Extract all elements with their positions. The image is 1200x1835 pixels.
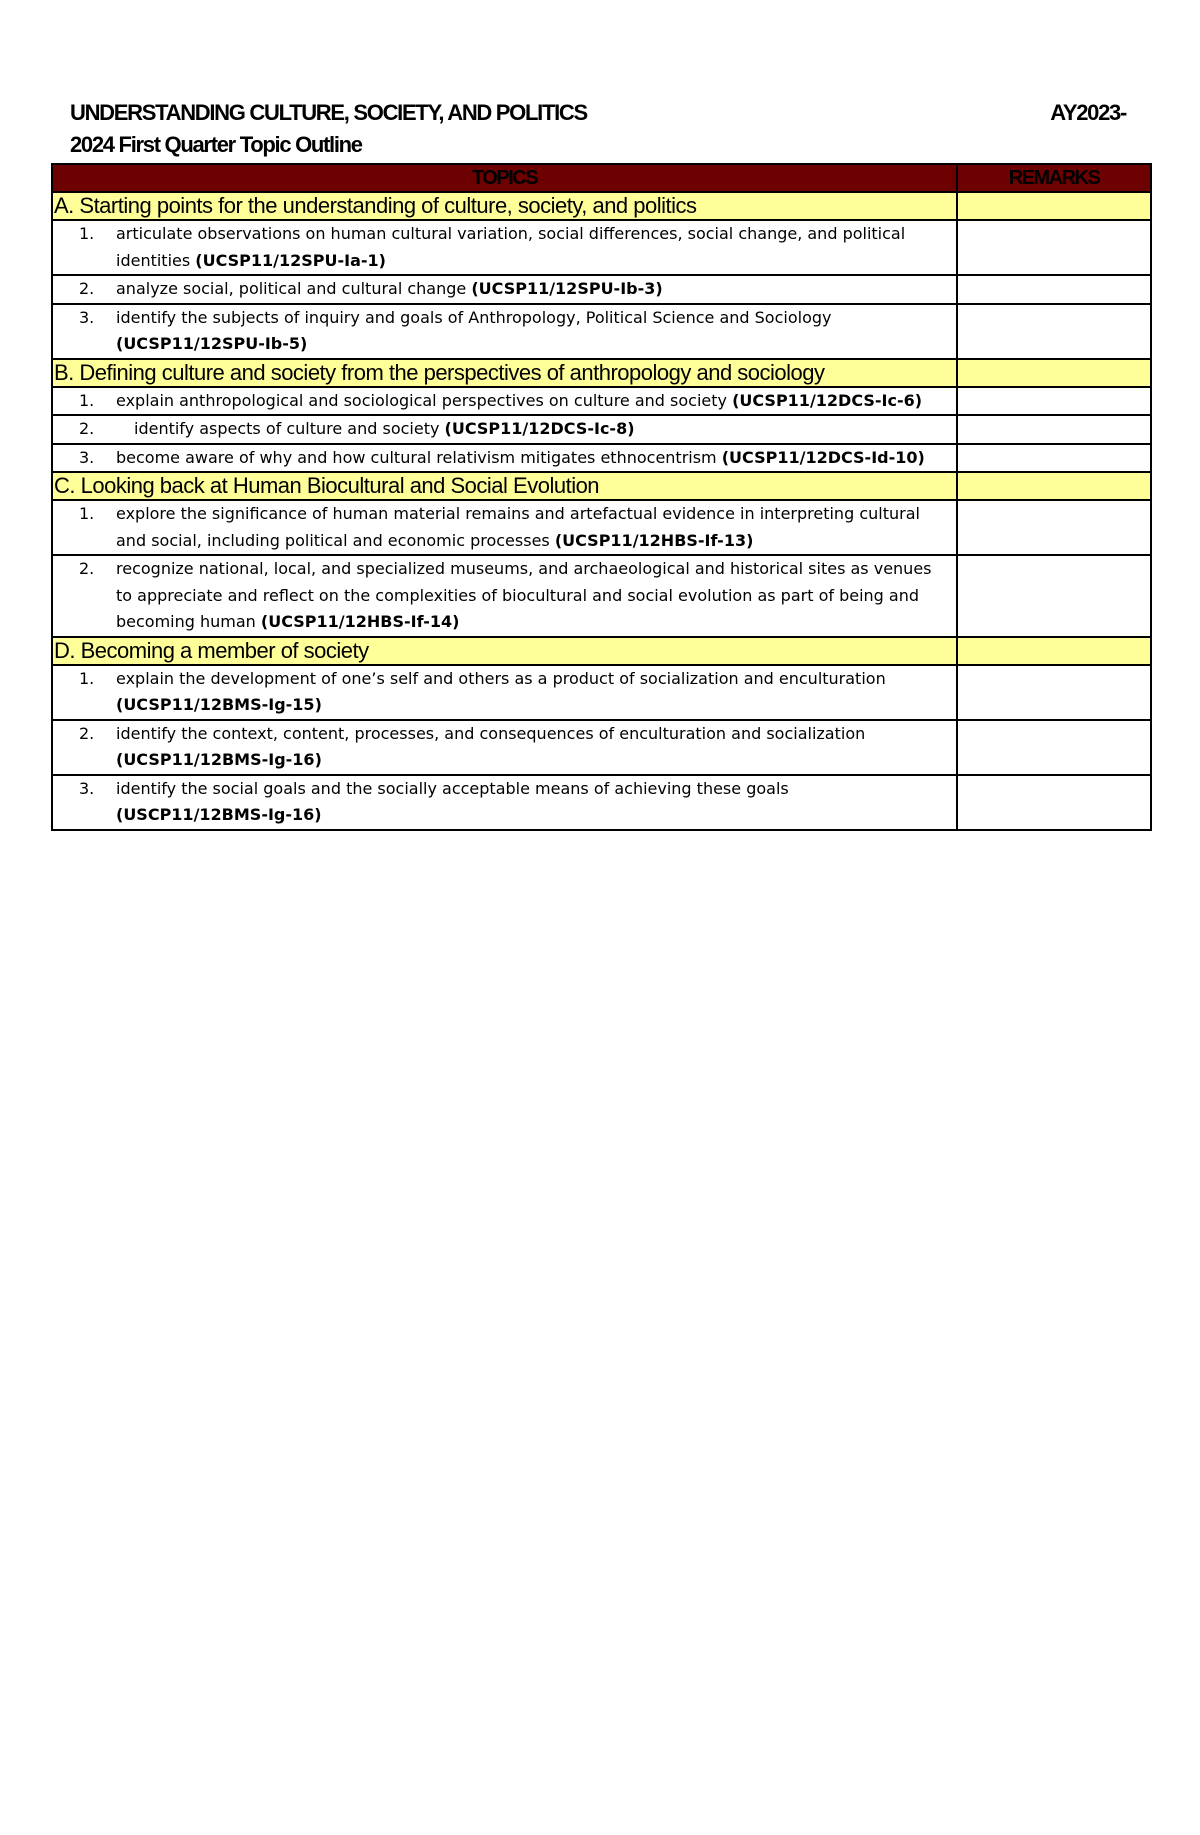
item-number: 1. bbox=[79, 390, 95, 410]
topic-cell bbox=[52, 275, 957, 304]
section-remarks-cell[interactable] bbox=[957, 359, 1151, 387]
topic-cell bbox=[52, 555, 957, 637]
table-header-row bbox=[52, 164, 1151, 192]
competency-code: (UCSP11/12SPU-Ib-5) bbox=[116, 334, 308, 353]
item-number: 1. bbox=[79, 668, 95, 688]
remarks-cell[interactable] bbox=[957, 387, 1151, 416]
topic-row bbox=[52, 220, 1151, 275]
section-remarks-cell[interactable] bbox=[957, 192, 1151, 220]
item-description: recognize national, local, and specialized museums, and archaeological and historical sites as venues to appreciate and reflect on the complexities of biocultural and social evolution as part of being and becoming human bbox=[116, 559, 932, 631]
item-description: articulate observations on human cultural variation, social differences, social change, and political identities bbox=[116, 224, 906, 270]
item-description: become aware of why and how cultural relativism mitigates ethnocentrism bbox=[116, 447, 722, 467]
topic-cell bbox=[52, 665, 957, 720]
remarks-cell[interactable] bbox=[957, 415, 1151, 444]
item-number: 2. bbox=[79, 723, 95, 743]
topic-row bbox=[52, 775, 1151, 830]
item-text bbox=[116, 501, 956, 554]
item-description: identify aspects of culture and society bbox=[134, 419, 445, 438]
section-row bbox=[52, 192, 1151, 220]
item-description: explain the development of one’s self and others as a product of socialization and enculturation bbox=[116, 668, 886, 688]
outline-subtitle: 2024 First Quarter Topic Outline bbox=[70, 132, 362, 157]
item-description: identify the context, content, processes, and consequences of enculturation and socialization bbox=[116, 723, 866, 743]
topic-cell bbox=[52, 444, 957, 473]
remarks-cell[interactable] bbox=[957, 275, 1151, 304]
section-title: B. Defining culture and society from the perspectives of anthropology and sociology bbox=[52, 359, 957, 387]
item-number: 2. bbox=[79, 279, 95, 298]
competency-code: (UCSP11/12DCS-Ic-8) bbox=[444, 419, 635, 438]
competency-code: (UCSP11/12HBS-If-14) bbox=[260, 612, 460, 631]
section-title: A. Starting points for the understanding of culture, society, and politics bbox=[52, 192, 957, 220]
competency-code: (UCSP11/12SPU-Ia-1) bbox=[195, 250, 386, 270]
topic-row bbox=[52, 387, 1151, 416]
topic-row bbox=[52, 720, 1151, 775]
item-description: identify the social goals and the socially acceptable means of achieving these goals bbox=[116, 778, 789, 798]
section-row bbox=[52, 637, 1151, 665]
competency-code: (UCSP11/12SPU-Ib-3) bbox=[471, 279, 663, 298]
topic-outline-table bbox=[51, 163, 1152, 831]
item-text bbox=[116, 776, 956, 829]
topic-row bbox=[52, 304, 1151, 359]
remarks-cell[interactable] bbox=[957, 555, 1151, 637]
topic-cell bbox=[52, 304, 957, 359]
document-title bbox=[70, 97, 1126, 161]
topic-cell bbox=[52, 387, 957, 416]
item-description: analyze social, political and cultural change bbox=[116, 279, 472, 298]
section-title: C. Looking back at Human Biocultural and Social Evolution bbox=[52, 472, 957, 500]
competency-code: (UCSP11/12BMS-Ig-15) bbox=[116, 695, 322, 714]
remarks-cell[interactable] bbox=[957, 444, 1151, 473]
item-number: 2. bbox=[79, 419, 95, 438]
competency-code: (UCSP11/12DCS-Id-10) bbox=[721, 447, 925, 467]
item-text bbox=[116, 721, 956, 774]
section-row bbox=[52, 472, 1151, 500]
topic-row bbox=[52, 555, 1151, 637]
topic-cell bbox=[52, 500, 957, 555]
item-text bbox=[116, 276, 956, 303]
item-description: identify the subjects of inquiry and goals of Anthropology, Political Science and Sociology bbox=[116, 307, 832, 327]
item-number: 1. bbox=[79, 224, 95, 243]
competency-code: (UCSP11/12HBS-If-13) bbox=[554, 530, 754, 550]
section-title: D. Becoming a member of society bbox=[52, 637, 957, 665]
competency-code: (USCP11/12BMS-Ig-16) bbox=[116, 805, 322, 824]
course-title: UNDERSTANDING CULTURE, SOCIETY, AND POLITICS bbox=[70, 100, 587, 125]
item-number: 1. bbox=[79, 504, 95, 523]
remarks-cell[interactable] bbox=[957, 220, 1151, 275]
remarks-cell[interactable] bbox=[957, 500, 1151, 555]
item-text bbox=[116, 556, 956, 636]
remarks-cell[interactable] bbox=[957, 775, 1151, 830]
section-row bbox=[52, 359, 1151, 387]
item-text bbox=[116, 221, 956, 274]
topic-row bbox=[52, 275, 1151, 304]
item-number: 3. bbox=[79, 307, 95, 327]
remarks-cell[interactable] bbox=[957, 665, 1151, 720]
item-text bbox=[116, 305, 956, 358]
item-text bbox=[116, 416, 956, 443]
academic-year: AY2023- bbox=[1050, 100, 1126, 125]
topic-row bbox=[52, 665, 1151, 720]
item-number: 3. bbox=[79, 778, 95, 798]
remarks-cell[interactable] bbox=[957, 720, 1151, 775]
topic-cell bbox=[52, 220, 957, 275]
topics-header: TOPICS bbox=[52, 164, 957, 192]
item-number: 3. bbox=[79, 447, 95, 467]
item-description: explain anthropological and sociological perspectives on culture and society bbox=[116, 390, 733, 410]
topic-cell bbox=[52, 775, 957, 830]
remarks-cell[interactable] bbox=[957, 304, 1151, 359]
section-remarks-cell[interactable] bbox=[957, 472, 1151, 500]
topic-cell bbox=[52, 415, 957, 444]
topic-cell bbox=[52, 720, 957, 775]
item-text bbox=[116, 388, 956, 415]
remarks-header: REMARKS bbox=[957, 164, 1151, 192]
competency-code: (UCSP11/12BMS-Ig-16) bbox=[116, 750, 322, 769]
section-remarks-cell[interactable] bbox=[957, 637, 1151, 665]
topic-row bbox=[52, 415, 1151, 444]
topic-row bbox=[52, 500, 1151, 555]
item-description: explore the significance of human material remains and artefactual evidence in interpreting cultural and social, including political and economic processes bbox=[116, 504, 920, 550]
item-number: 2. bbox=[79, 559, 95, 578]
competency-code: (UCSP11/12DCS-Ic-6) bbox=[732, 390, 923, 410]
item-text bbox=[116, 445, 956, 472]
item-text bbox=[116, 666, 956, 719]
topic-row bbox=[52, 444, 1151, 473]
